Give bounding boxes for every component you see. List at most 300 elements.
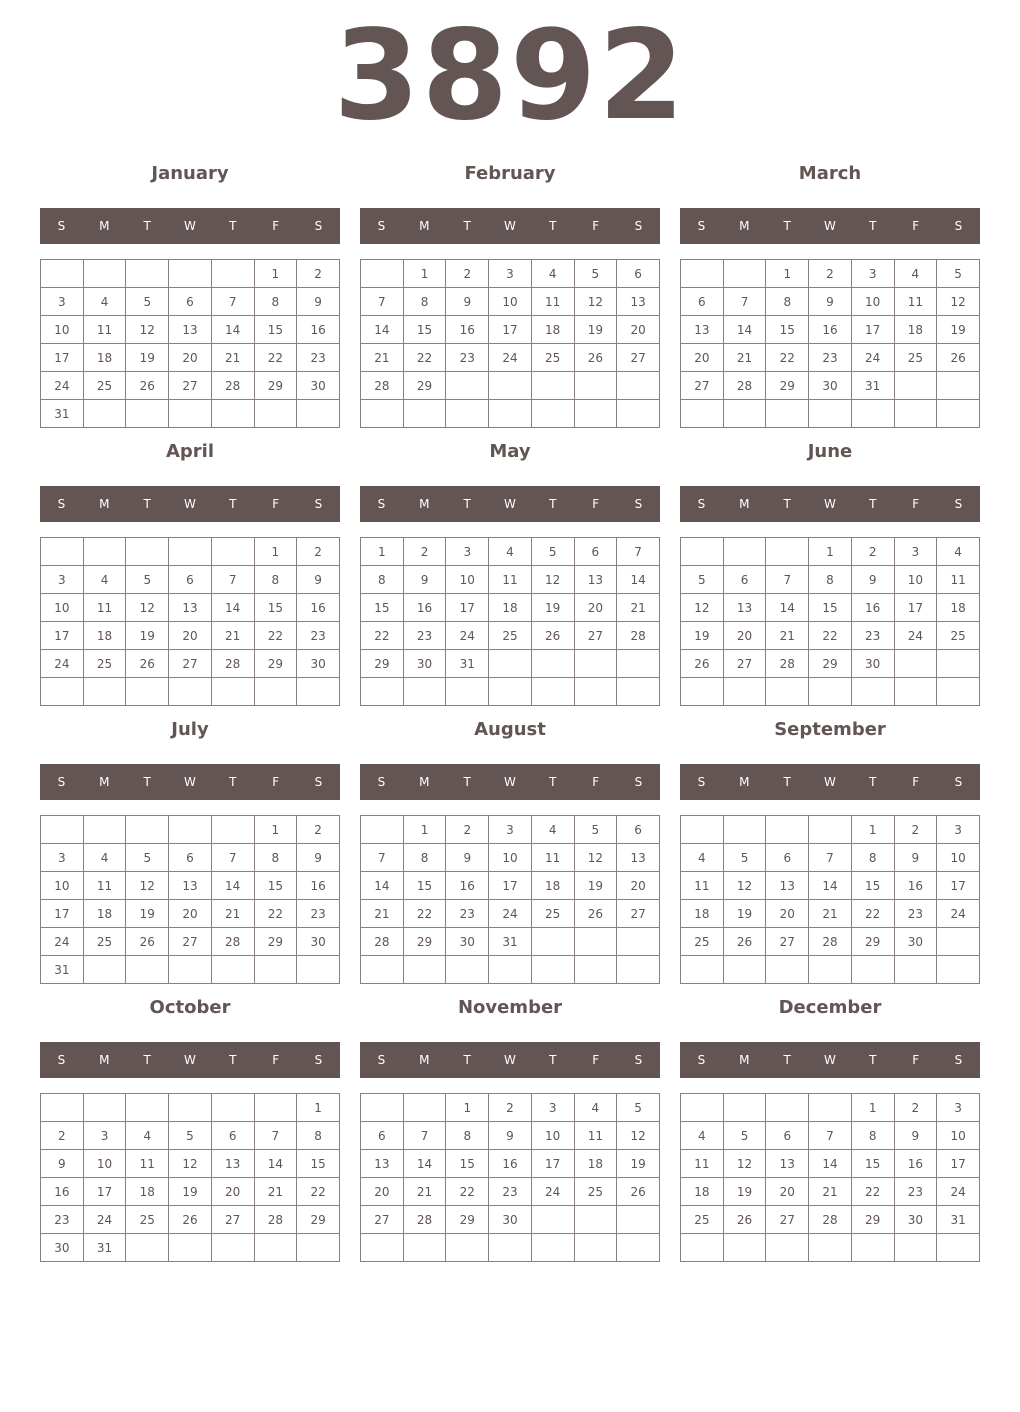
day-cell: 18 xyxy=(126,1178,169,1206)
weekday-label: M xyxy=(419,775,430,789)
week-row xyxy=(41,372,340,400)
day-cell: 8 xyxy=(403,288,446,316)
empty-day-cell xyxy=(723,260,766,288)
month-name: April xyxy=(165,441,215,462)
empty-day-cell xyxy=(126,1094,169,1122)
day-cell: 6 xyxy=(617,816,660,844)
empty-day-cell xyxy=(617,372,660,400)
weekday-label: M xyxy=(739,497,750,511)
day-cell: 17 xyxy=(851,316,894,344)
day-cell: 1 xyxy=(403,816,446,844)
day-cell: 10 xyxy=(489,844,532,872)
empty-day-cell xyxy=(489,1234,532,1262)
day-cell: 20 xyxy=(723,622,766,650)
day-cell: 15 xyxy=(254,316,297,344)
weekday-label: T xyxy=(143,497,151,511)
day-cell: 22 xyxy=(254,900,297,928)
weekday-label: S xyxy=(697,497,706,511)
empty-day-cell xyxy=(617,928,660,956)
day-cell: 25 xyxy=(83,928,126,956)
day-cell: 1 xyxy=(766,260,809,288)
weekday-label: S xyxy=(57,497,66,511)
weekday-label: T xyxy=(229,1053,237,1067)
week-row xyxy=(41,900,340,928)
day-cell: 11 xyxy=(126,1150,169,1178)
day-cell: 2 xyxy=(446,816,489,844)
empty-day-cell xyxy=(211,1234,254,1262)
day-cell: 2 xyxy=(489,1094,532,1122)
day-cell: 17 xyxy=(41,344,84,372)
week-row xyxy=(41,1206,340,1234)
day-cell: 28 xyxy=(211,650,254,678)
day-cell: 26 xyxy=(617,1178,660,1206)
day-cell: 8 xyxy=(361,566,404,594)
day-cell: 1 xyxy=(254,816,297,844)
day-cell: 7 xyxy=(617,538,660,566)
day-cell: 13 xyxy=(574,566,617,594)
month-name: February xyxy=(464,163,556,184)
day-cell: 10 xyxy=(83,1150,126,1178)
day-cell: 28 xyxy=(211,928,254,956)
weekday-label: S xyxy=(57,219,66,233)
weekday-label: S xyxy=(57,775,66,789)
day-cell: 7 xyxy=(361,844,404,872)
empty-day-cell xyxy=(809,956,852,984)
day-cell: 20 xyxy=(169,344,212,372)
month-april xyxy=(40,440,340,705)
day-cell: 29 xyxy=(254,650,297,678)
day-cell: 10 xyxy=(894,566,937,594)
day-cell: 31 xyxy=(489,928,532,956)
day-cell: 15 xyxy=(297,1150,340,1178)
day-cell: 7 xyxy=(361,288,404,316)
day-cell: 16 xyxy=(297,872,340,900)
day-cell: 18 xyxy=(531,316,574,344)
empty-day-cell xyxy=(681,678,724,706)
day-cell: 13 xyxy=(681,316,724,344)
empty-day-cell xyxy=(574,372,617,400)
day-cell: 23 xyxy=(894,900,937,928)
week-row xyxy=(681,956,980,984)
weekday-label: T xyxy=(229,775,237,789)
month-december xyxy=(680,996,980,1261)
day-cell: 30 xyxy=(894,1206,937,1234)
day-cell: 16 xyxy=(446,872,489,900)
weekday-label: S xyxy=(634,1053,643,1067)
empty-day-cell xyxy=(403,400,446,428)
day-cell: 26 xyxy=(723,1206,766,1234)
day-grid xyxy=(360,815,660,984)
day-cell: 10 xyxy=(41,316,84,344)
day-cell: 30 xyxy=(894,928,937,956)
day-cell: 16 xyxy=(894,1150,937,1178)
day-cell: 9 xyxy=(809,288,852,316)
empty-day-cell xyxy=(766,400,809,428)
weekday-header xyxy=(360,486,660,522)
empty-day-cell xyxy=(41,260,84,288)
empty-day-cell xyxy=(403,678,446,706)
week-row xyxy=(681,566,980,594)
day-cell: 25 xyxy=(574,1178,617,1206)
day-cell: 18 xyxy=(574,1150,617,1178)
day-cell: 6 xyxy=(169,566,212,594)
day-cell: 29 xyxy=(809,650,852,678)
weekday-label: F xyxy=(592,1053,600,1067)
weekday-label: S xyxy=(314,1053,323,1067)
week-row xyxy=(681,538,980,566)
weekday-label: M xyxy=(739,775,750,789)
day-cell: 27 xyxy=(169,650,212,678)
week-row xyxy=(41,1122,340,1150)
day-grid xyxy=(680,815,980,984)
weekday-label: M xyxy=(99,497,110,511)
week-row xyxy=(361,372,660,400)
day-cell: 26 xyxy=(126,372,169,400)
day-cell: 1 xyxy=(254,260,297,288)
day-cell: 24 xyxy=(937,1178,980,1206)
empty-day-cell xyxy=(361,816,404,844)
day-grid xyxy=(680,259,980,428)
day-cell: 11 xyxy=(937,566,980,594)
week-row xyxy=(41,622,340,650)
day-cell: 3 xyxy=(446,538,489,566)
empty-day-cell xyxy=(617,650,660,678)
day-cell: 24 xyxy=(937,900,980,928)
weekday-label: T xyxy=(549,497,557,511)
day-cell: 15 xyxy=(809,594,852,622)
empty-day-cell xyxy=(403,956,446,984)
day-cell: 29 xyxy=(851,928,894,956)
day-cell: 12 xyxy=(723,872,766,900)
day-cell: 2 xyxy=(297,816,340,844)
day-cell: 12 xyxy=(937,288,980,316)
week-row xyxy=(41,344,340,372)
empty-day-cell xyxy=(297,400,340,428)
day-cell: 31 xyxy=(446,650,489,678)
day-cell: 25 xyxy=(83,650,126,678)
day-cell: 9 xyxy=(446,844,489,872)
weekday-label: F xyxy=(912,497,920,511)
day-cell: 22 xyxy=(809,622,852,650)
day-cell: 27 xyxy=(766,1206,809,1234)
day-cell: 10 xyxy=(41,594,84,622)
week-row xyxy=(681,344,980,372)
empty-day-cell xyxy=(894,956,937,984)
empty-day-cell xyxy=(403,1094,446,1122)
weekday-label: M xyxy=(99,1053,110,1067)
empty-day-cell xyxy=(574,678,617,706)
empty-day-cell xyxy=(681,1094,724,1122)
day-cell: 26 xyxy=(531,622,574,650)
day-cell: 18 xyxy=(681,900,724,928)
day-cell: 13 xyxy=(766,1150,809,1178)
day-cell: 22 xyxy=(851,900,894,928)
day-cell: 23 xyxy=(403,622,446,650)
week-row xyxy=(361,1094,660,1122)
day-cell: 25 xyxy=(894,344,937,372)
day-cell: 2 xyxy=(297,260,340,288)
day-cell: 27 xyxy=(617,900,660,928)
day-cell: 25 xyxy=(489,622,532,650)
day-cell: 5 xyxy=(937,260,980,288)
week-row xyxy=(41,1094,340,1122)
day-cell: 2 xyxy=(894,1094,937,1122)
weekday-label: S xyxy=(57,1053,66,1067)
day-cell: 11 xyxy=(83,316,126,344)
day-cell: 21 xyxy=(211,344,254,372)
empty-day-cell xyxy=(254,400,297,428)
empty-day-cell xyxy=(169,1234,212,1262)
day-cell: 27 xyxy=(169,372,212,400)
empty-day-cell xyxy=(41,1094,84,1122)
day-cell: 5 xyxy=(169,1122,212,1150)
empty-day-cell xyxy=(446,1234,489,1262)
day-cell: 13 xyxy=(766,872,809,900)
day-cell: 29 xyxy=(254,928,297,956)
day-cell: 3 xyxy=(41,288,84,316)
day-cell: 10 xyxy=(446,566,489,594)
month-february xyxy=(360,162,660,427)
day-cell: 14 xyxy=(254,1150,297,1178)
day-cell: 15 xyxy=(254,594,297,622)
day-cell: 12 xyxy=(126,872,169,900)
weekday-label: T xyxy=(549,1053,557,1067)
weekday-label: T xyxy=(783,775,791,789)
weekday-label: S xyxy=(634,497,643,511)
day-cell: 21 xyxy=(361,344,404,372)
week-row xyxy=(681,1150,980,1178)
weekday-label: F xyxy=(592,497,600,511)
empty-day-cell xyxy=(937,956,980,984)
day-cell: 17 xyxy=(531,1150,574,1178)
day-cell: 9 xyxy=(489,1122,532,1150)
weekday-label: T xyxy=(783,1053,791,1067)
weekday-label: F xyxy=(272,775,280,789)
empty-day-cell xyxy=(617,1206,660,1234)
day-cell: 19 xyxy=(126,344,169,372)
day-cell: 25 xyxy=(531,900,574,928)
day-cell: 25 xyxy=(937,622,980,650)
empty-day-cell xyxy=(83,678,126,706)
empty-day-cell xyxy=(531,1206,574,1234)
day-cell: 31 xyxy=(851,372,894,400)
day-cell: 5 xyxy=(617,1094,660,1122)
weekday-label: W xyxy=(184,497,196,511)
day-cell: 21 xyxy=(809,900,852,928)
day-cell: 22 xyxy=(254,622,297,650)
day-cell: 8 xyxy=(766,288,809,316)
day-cell: 19 xyxy=(937,316,980,344)
day-cell: 4 xyxy=(574,1094,617,1122)
day-cell: 20 xyxy=(361,1178,404,1206)
weekday-label: W xyxy=(824,775,836,789)
weekday-label: W xyxy=(504,219,516,233)
day-cell: 10 xyxy=(851,288,894,316)
day-cell: 30 xyxy=(446,928,489,956)
empty-day-cell xyxy=(809,400,852,428)
day-cell: 27 xyxy=(211,1206,254,1234)
day-cell: 13 xyxy=(617,288,660,316)
week-row xyxy=(41,594,340,622)
week-row xyxy=(41,1150,340,1178)
day-cell: 7 xyxy=(766,566,809,594)
empty-day-cell xyxy=(361,678,404,706)
weekday-label: W xyxy=(824,497,836,511)
day-cell: 13 xyxy=(169,316,212,344)
week-row xyxy=(361,1178,660,1206)
day-cell: 31 xyxy=(41,956,84,984)
day-cell: 22 xyxy=(403,900,446,928)
day-cell: 8 xyxy=(851,844,894,872)
day-cell: 6 xyxy=(211,1122,254,1150)
empty-day-cell xyxy=(361,1094,404,1122)
empty-day-cell xyxy=(723,538,766,566)
weekday-label: M xyxy=(419,219,430,233)
weekday-header xyxy=(680,208,980,244)
weekday-label: T xyxy=(229,497,237,511)
month-name: May xyxy=(489,441,531,462)
weekday-label: S xyxy=(314,219,323,233)
day-cell: 20 xyxy=(617,316,660,344)
day-cell: 17 xyxy=(41,622,84,650)
empty-day-cell xyxy=(894,400,937,428)
day-cell: 23 xyxy=(851,622,894,650)
day-cell: 18 xyxy=(531,872,574,900)
weekday-label: W xyxy=(184,775,196,789)
day-cell: 6 xyxy=(766,844,809,872)
weekday-label: S xyxy=(954,497,963,511)
empty-day-cell xyxy=(766,1094,809,1122)
week-row xyxy=(681,622,980,650)
day-cell: 12 xyxy=(574,288,617,316)
empty-day-cell xyxy=(766,1234,809,1262)
day-cell: 10 xyxy=(41,872,84,900)
weekday-label: T xyxy=(869,775,877,789)
weekday-label: F xyxy=(912,1053,920,1067)
day-cell: 4 xyxy=(937,538,980,566)
empty-day-cell xyxy=(851,678,894,706)
day-cell: 17 xyxy=(446,594,489,622)
empty-day-cell xyxy=(531,400,574,428)
month-name: July xyxy=(171,719,209,740)
empty-day-cell xyxy=(126,400,169,428)
empty-day-cell xyxy=(211,260,254,288)
day-cell: 19 xyxy=(574,872,617,900)
weekday-label: F xyxy=(912,219,920,233)
day-cell: 24 xyxy=(531,1178,574,1206)
month-name: January xyxy=(151,163,229,184)
day-cell: 25 xyxy=(681,1206,724,1234)
day-grid xyxy=(680,1093,980,1262)
week-row xyxy=(361,1122,660,1150)
day-grid xyxy=(360,537,660,706)
day-cell: 14 xyxy=(809,1150,852,1178)
empty-day-cell xyxy=(361,1234,404,1262)
day-cell: 26 xyxy=(126,928,169,956)
day-cell: 21 xyxy=(766,622,809,650)
day-cell: 5 xyxy=(723,844,766,872)
day-cell: 19 xyxy=(617,1150,660,1178)
day-cell: 23 xyxy=(809,344,852,372)
day-cell: 3 xyxy=(83,1122,126,1150)
month-name: September xyxy=(774,719,886,740)
day-cell: 15 xyxy=(446,1150,489,1178)
day-cell: 16 xyxy=(297,594,340,622)
weekday-label: F xyxy=(272,1053,280,1067)
empty-day-cell xyxy=(531,372,574,400)
day-cell: 9 xyxy=(403,566,446,594)
empty-day-cell xyxy=(446,956,489,984)
empty-day-cell xyxy=(937,1234,980,1262)
day-cell: 5 xyxy=(126,288,169,316)
weekday-label: S xyxy=(954,219,963,233)
weekday-label: T xyxy=(783,497,791,511)
day-cell: 17 xyxy=(41,900,84,928)
empty-day-cell xyxy=(681,956,724,984)
empty-day-cell xyxy=(574,650,617,678)
week-row xyxy=(681,288,980,316)
empty-day-cell xyxy=(937,400,980,428)
day-cell: 22 xyxy=(297,1178,340,1206)
weekday-label: S xyxy=(954,775,963,789)
day-cell: 25 xyxy=(126,1206,169,1234)
month-name: October xyxy=(149,997,231,1018)
day-cell: 14 xyxy=(766,594,809,622)
day-cell: 11 xyxy=(681,872,724,900)
day-cell: 28 xyxy=(361,928,404,956)
day-cell: 6 xyxy=(681,288,724,316)
day-cell: 8 xyxy=(297,1122,340,1150)
day-cell: 4 xyxy=(83,844,126,872)
weekday-label: M xyxy=(99,219,110,233)
empty-day-cell xyxy=(83,816,126,844)
day-cell: 14 xyxy=(617,566,660,594)
week-row xyxy=(361,1150,660,1178)
day-cell: 4 xyxy=(531,816,574,844)
day-cell: 29 xyxy=(361,650,404,678)
day-cell: 16 xyxy=(297,316,340,344)
day-cell: 27 xyxy=(723,650,766,678)
day-cell: 1 xyxy=(297,1094,340,1122)
week-row xyxy=(361,928,660,956)
day-cell: 2 xyxy=(446,260,489,288)
empty-day-cell xyxy=(894,372,937,400)
day-cell: 19 xyxy=(723,1178,766,1206)
day-cell: 2 xyxy=(809,260,852,288)
empty-day-cell xyxy=(254,678,297,706)
empty-day-cell xyxy=(489,400,532,428)
weekday-label: T xyxy=(783,219,791,233)
empty-day-cell xyxy=(937,928,980,956)
day-cell: 24 xyxy=(894,622,937,650)
weekday-label: T xyxy=(463,497,471,511)
week-row xyxy=(681,594,980,622)
day-cell: 28 xyxy=(809,1206,852,1234)
empty-day-cell xyxy=(254,1094,297,1122)
weekday-label: W xyxy=(824,1053,836,1067)
day-cell: 14 xyxy=(809,872,852,900)
day-cell: 26 xyxy=(169,1206,212,1234)
day-cell: 7 xyxy=(254,1122,297,1150)
day-cell: 21 xyxy=(211,900,254,928)
week-row xyxy=(41,1234,340,1262)
day-cell: 15 xyxy=(851,1150,894,1178)
weekday-label: M xyxy=(419,497,430,511)
day-cell: 25 xyxy=(83,372,126,400)
day-cell: 18 xyxy=(681,1178,724,1206)
empty-day-cell xyxy=(681,400,724,428)
day-cell: 21 xyxy=(254,1178,297,1206)
